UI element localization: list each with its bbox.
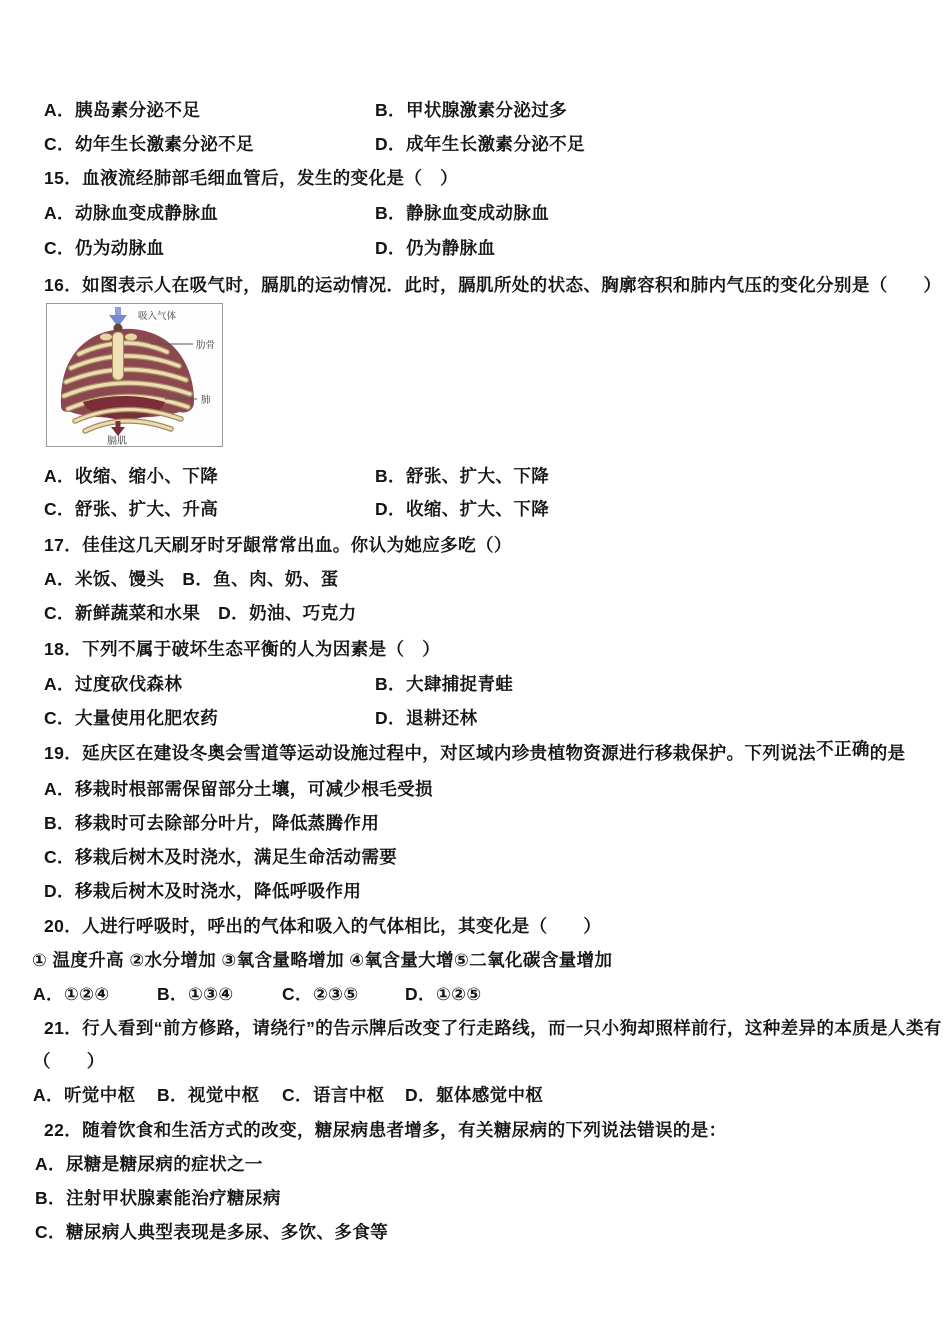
q16-ribcage-figure [46, 303, 223, 447]
q19-stem-emphasis: 不正确 [816, 739, 870, 759]
question-16-options-cd [44, 500, 549, 519]
question-15-options-cd [44, 239, 495, 258]
question-17-stem: 17．佳佳这几天刷牙时牙龈常常出血。你认为她应多吃（） [44, 535, 512, 555]
option-20-a: A．①②④ [33, 984, 110, 1004]
option-19-c: C．移栽后树木及时浇水，满足生命活动需要 [44, 847, 398, 867]
question-18-options-cd [44, 709, 478, 728]
option-14-c: C．幼年生长激素分泌不足 [44, 134, 254, 154]
option-20-c: C．②③⑤ [282, 984, 359, 1004]
question-21-paren: （ ） [33, 1051, 105, 1071]
option-14-a: A．胰岛素分泌不足 [44, 100, 201, 120]
question-18-stem: 18．下列不属于破坏生态平衡的人为因素是（ ） [44, 639, 441, 659]
q19-stem-pre: 19．延庆区在建设冬奥会雪道等运动设施过程中，对区域内珍贵植物资源进行移栽保护。下列说法 [44, 743, 817, 763]
question-20-options [33, 985, 482, 1004]
option-22-a: A．尿糖是糖尿病的症状之一 [35, 1154, 263, 1174]
option-16-a: A．收缩、缩小、下降 [44, 466, 219, 486]
inhale-label: 吸入气体 [138, 311, 177, 322]
question-14-options-cd [44, 135, 585, 154]
option-21-b: B．视觉中枢 [157, 1085, 260, 1105]
question-16-stem: 16．如图表示人在吸气时，膈肌的运动情况．此时，膈肌所处的状态、胸廓容积和肺内气压的变化分别是（ ） [44, 275, 942, 295]
option-20-b: B．①③④ [157, 984, 234, 1004]
question-15-options-ab [44, 204, 549, 223]
option-14-b: B．甲状腺激素分泌过多 [375, 100, 568, 120]
lung-label: 肺 [201, 395, 211, 406]
option-16-c: C．舒张、扩大、升高 [44, 499, 219, 519]
option-16-d: D．收缩、扩大、下降 [375, 499, 550, 519]
question-21-stem: 21．行人看到“前方修路，请绕行”的告示牌后改变了行走路线，而一只小狗却照样前行，这种差异的本质是人类有 [44, 1018, 942, 1038]
option-19-a: A．移栽时根部需保留部分土壤，可减少根毛受损 [44, 779, 433, 799]
option-22-c: C．糖尿病人典型表现是多尿、多饮、多食等 [35, 1222, 389, 1242]
option-18-c: C．大量使用化肥农药 [44, 708, 219, 728]
question-14-options-ab [44, 101, 567, 120]
question-19-stem [44, 739, 906, 763]
option-16-b: B．舒张、扩大、下降 [375, 466, 550, 486]
question-16-options-ab [44, 467, 549, 486]
rib-label: 肋骨 [196, 340, 216, 351]
option-15-c: C．仍为动脉血 [44, 238, 165, 258]
question-17-options-ab: A．米饭、馒头 B．鱼、肉、奶、蛋 [44, 569, 339, 589]
question-22-stem: 22．随着饮食和生活方式的改变，糖尿病患者增多，有关糖尿病的下列说法错误的是： [44, 1120, 727, 1140]
option-22-b: B．注射甲状腺素能治疗糖尿病 [35, 1188, 281, 1208]
question-15-stem: 15．血液流经肺部毛细血管后，发生的变化是（ ） [44, 168, 459, 188]
question-17-options-cd: C．新鲜蔬菜和水果 D．奶油、巧克力 [44, 603, 357, 623]
question-18-options-ab [44, 675, 513, 694]
question-20-stem: 20．人进行呼吸时，呼出的气体和吸入的气体相比，其变化是（ ） [44, 916, 602, 936]
option-21-d: D．躯体感觉中枢 [405, 1085, 544, 1105]
option-18-b: B．大肆捕捉青蛙 [375, 674, 514, 694]
option-18-a: A．过度砍伐森林 [44, 674, 183, 694]
option-19-b: B．移栽时可去除部分叶片，降低蒸腾作用 [44, 813, 380, 833]
diaphragm-label: 膈肌 [107, 436, 127, 446]
option-20-d: D．①②⑤ [405, 984, 482, 1004]
option-14-d: D．成年生长激素分泌不足 [375, 134, 585, 154]
question-20-items: ① 温度升高 ②水分增加 ③氧含量略增加 ④氧含量大增⑤二氧化碳含量增加 [32, 950, 613, 970]
option-21-a: A．听觉中枢 [33, 1085, 136, 1105]
ribcage-diagram [47, 304, 222, 446]
option-15-a: A．动脉血变成静脉血 [44, 203, 219, 223]
option-21-c: C．语言中枢 [282, 1085, 385, 1105]
question-21-options [33, 1086, 543, 1105]
option-15-d: D．仍为静脉血 [375, 238, 496, 258]
option-19-d: D．移栽后树木及时浇水，降低呼吸作用 [44, 881, 362, 901]
option-15-b: B．静脉血变成动脉血 [375, 203, 550, 223]
option-18-d: D．退耕还林 [375, 708, 478, 728]
q19-stem-post: 的是 [869, 743, 906, 763]
